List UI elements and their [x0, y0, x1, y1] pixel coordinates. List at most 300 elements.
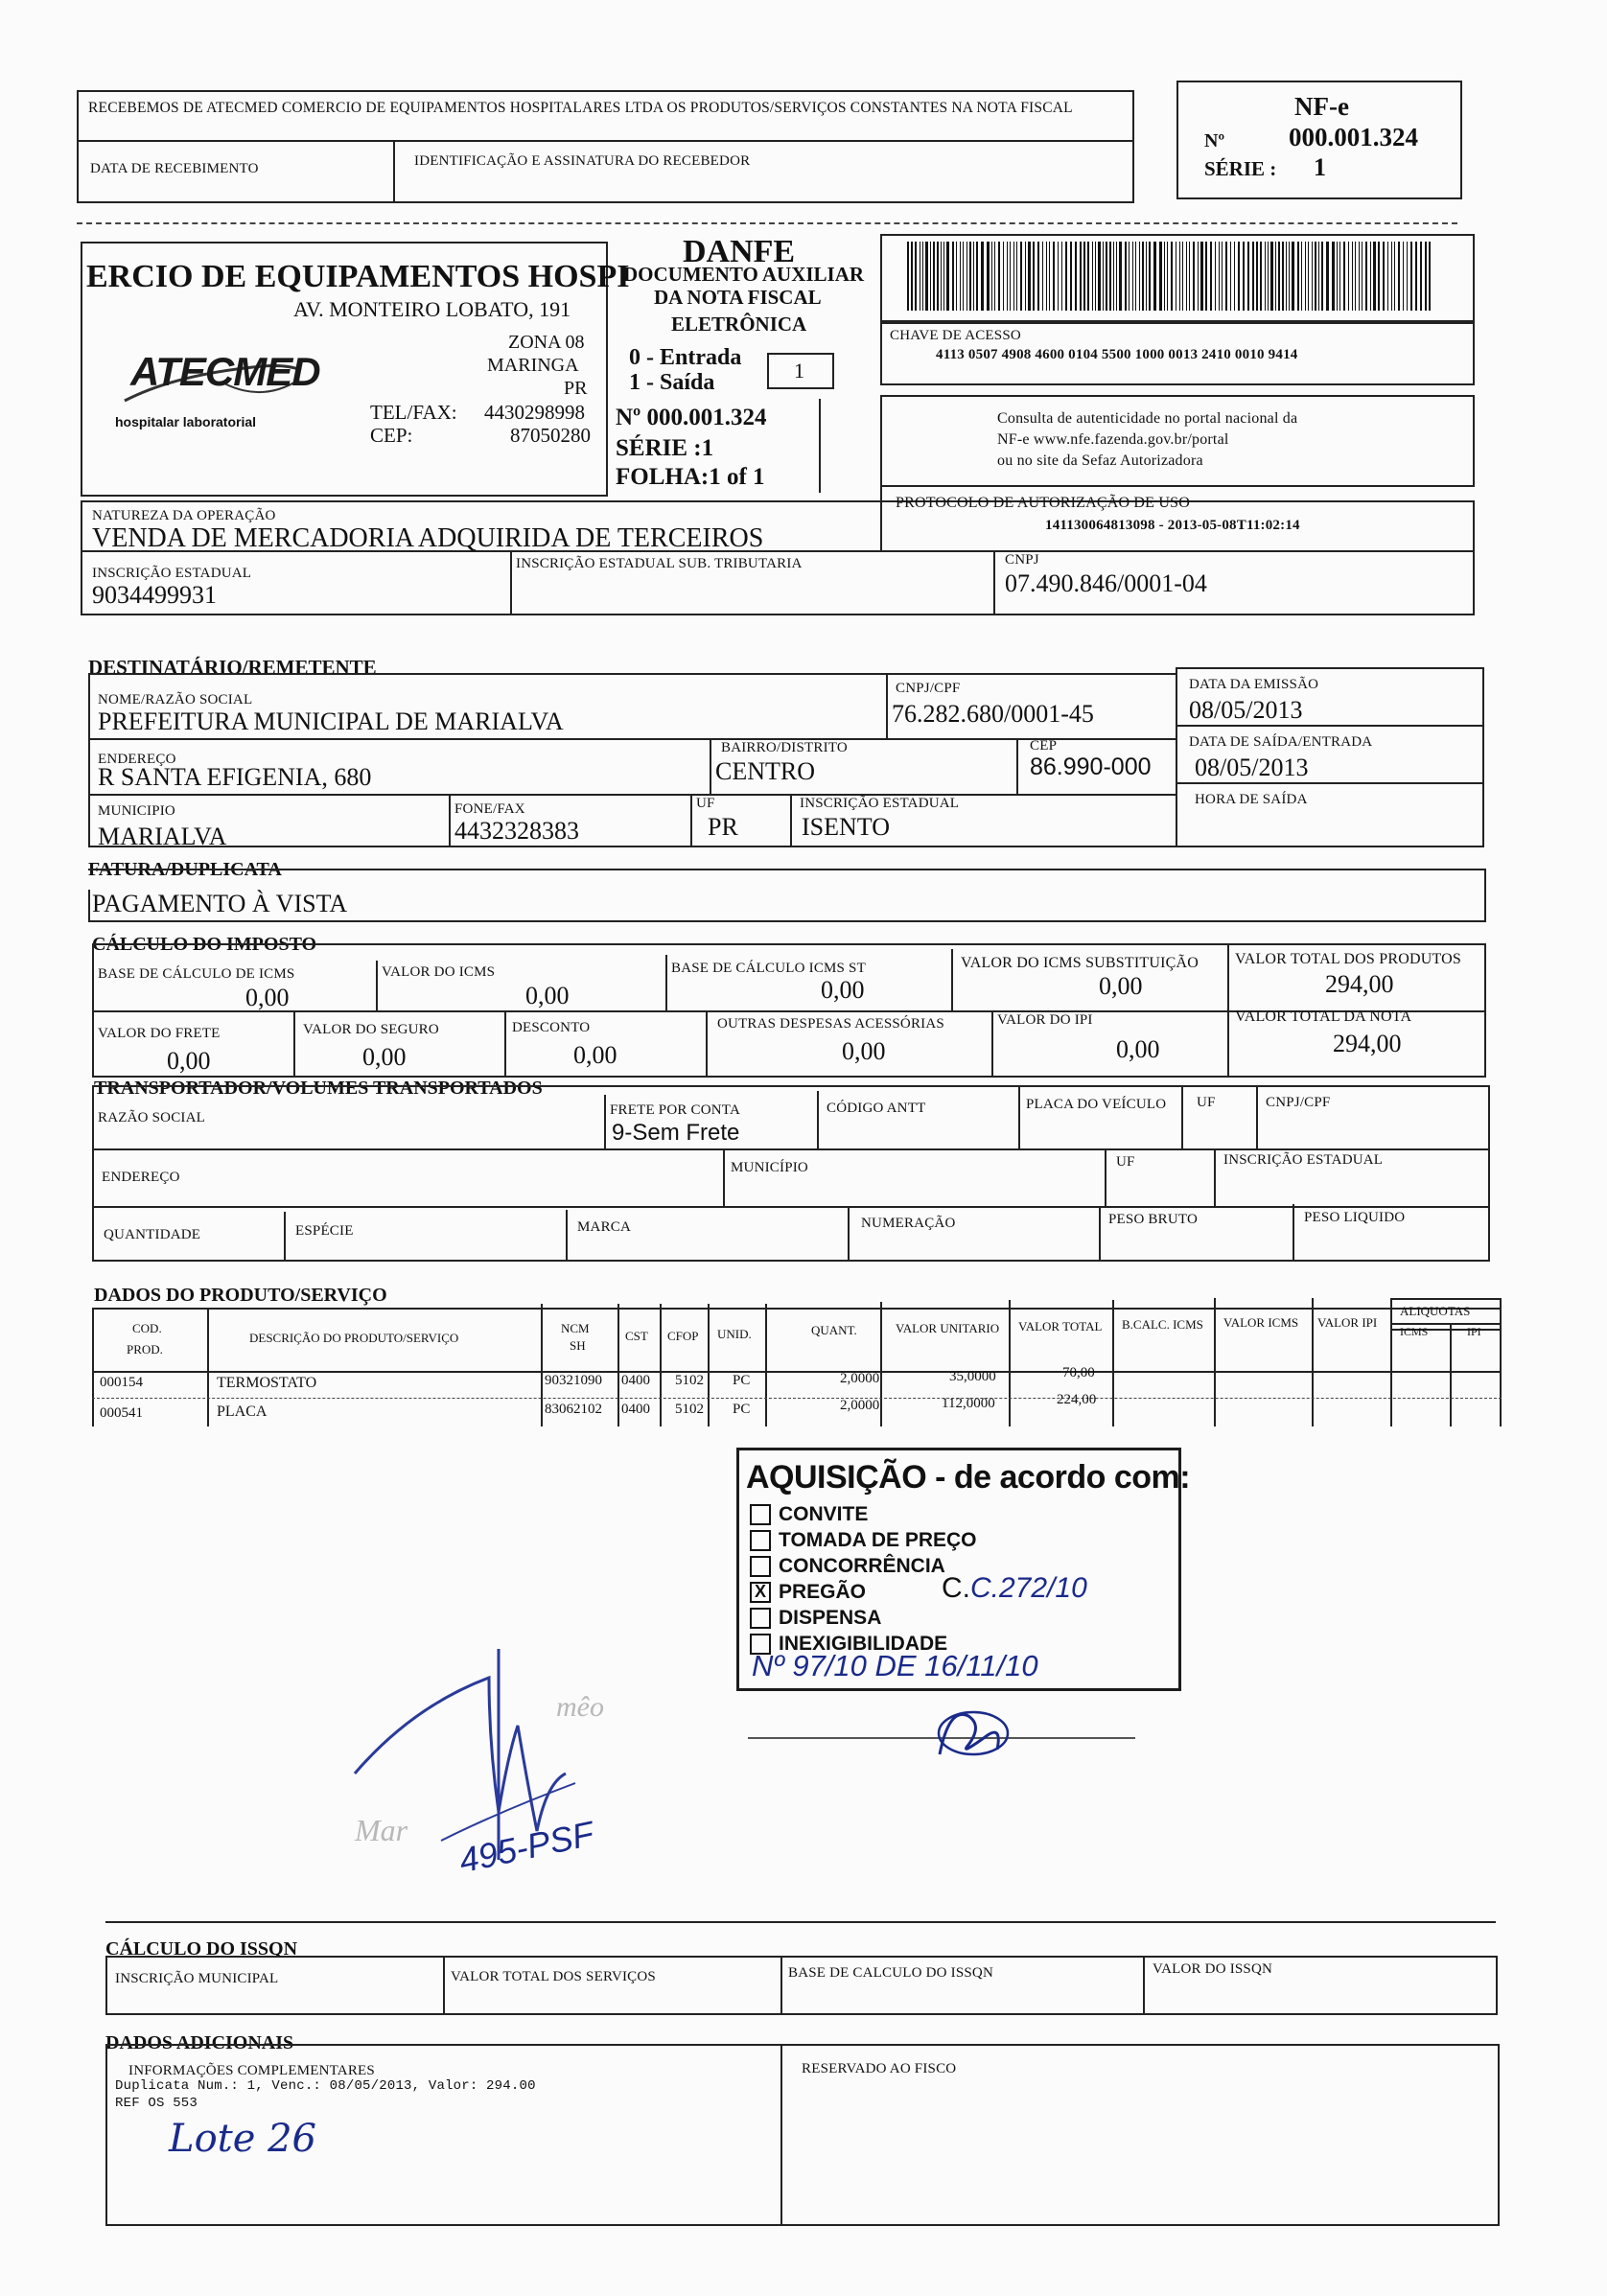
cnpj-value: 07.490.846/0001-04	[1005, 569, 1207, 597]
prod-v-aipi	[1450, 1323, 1452, 1426]
dest-emissao-label: DATA DA EMISSÃO	[1189, 677, 1319, 692]
natureza-value: VENDA DE MERCADORIA ADQUIRIDA DE TERCEIROS	[92, 523, 764, 553]
stamp-checkbox	[750, 1608, 771, 1629]
barcode-bar	[1429, 242, 1431, 311]
datas-h2	[1176, 782, 1484, 784]
chave-value: 4113 0507 4908 4600 0104 5500 1000 0013 2410 0010 9414	[936, 347, 1298, 362]
hdr-sh: SH	[570, 1338, 586, 1353]
barcode-bar	[969, 242, 971, 311]
barcode-bar	[1098, 242, 1101, 311]
stamp-option-label: INEXIGIBILIDADE	[779, 1632, 948, 1655]
dest-bairro: CENTRO	[715, 757, 815, 785]
icms-st: 0,00	[1099, 972, 1143, 1000]
produtos-section: DADOS DO PRODUTO/SERVIÇO	[94, 1285, 387, 1306]
barcode-bar	[1106, 242, 1107, 311]
imp-v7	[706, 1010, 708, 1078]
barcode-bar	[1315, 242, 1316, 311]
stamp-pregao-ref-text: C.272/10	[970, 1572, 1087, 1604]
outras-label: OUTRAS DESPESAS ACESSÓRIAS	[717, 1016, 944, 1032]
barcode-bar	[1065, 242, 1067, 311]
barcode-bar	[998, 242, 1000, 311]
emitente-cep: 87050280	[510, 424, 591, 447]
nfe-title: NF-e	[1294, 92, 1349, 121]
barcode-bar	[1359, 242, 1360, 311]
nfe-serie-label: SÉRIE :	[1204, 157, 1277, 180]
transp-municipio-label: MUNICÍPIO	[731, 1160, 808, 1175]
barcode-bar	[1278, 242, 1280, 311]
table-row-1-vtotal: 70,00	[1062, 1365, 1095, 1380]
stamp-option	[750, 1605, 977, 1631]
dest-endereco: R SANTA EFIGENIA, 680	[98, 763, 372, 791]
hdr-vunit: VALOR UNITARIO	[896, 1321, 1000, 1335]
transp-uf2-label: UF	[1116, 1154, 1135, 1170]
prod-row-sep	[92, 1398, 1502, 1399]
base-st: 0,00	[821, 976, 865, 1004]
transp-h1	[92, 1148, 1490, 1150]
atecmed-logo-text: ATECMED	[130, 349, 320, 394]
barcode-bar	[1198, 242, 1199, 311]
issqn-v1	[443, 1956, 445, 2015]
barcode-bar	[1119, 242, 1122, 311]
ipi-label: VALOR DO IPI	[997, 1012, 1093, 1028]
barcode-bar	[1149, 242, 1151, 311]
prod-v-bcalc	[1112, 1300, 1114, 1426]
canhoto-vdivider	[393, 140, 395, 203]
danfe-tipo: 1	[794, 359, 804, 383]
barcode-bar	[1247, 242, 1249, 311]
barcode-bar	[1139, 242, 1140, 311]
barcode-bar	[1373, 242, 1376, 311]
barcode-bar	[1215, 242, 1216, 311]
barcode-bar	[1305, 242, 1306, 311]
transp-v10	[566, 1210, 568, 1262]
barcode-bar	[946, 242, 949, 311]
barcode-bar	[960, 242, 961, 311]
barcode-bar	[1318, 242, 1319, 311]
info-line1: Duplicata Num.: 1, Venc.: 08/05/2013, Valor: 294.00	[115, 2078, 536, 2094]
barcode-bar	[1013, 242, 1014, 311]
transp-quantidade-label: QUANTIDADE	[104, 1227, 201, 1242]
dest-uf-label: UF	[696, 796, 715, 811]
table-row-2-unid: PC	[733, 1402, 751, 1417]
stamp-initials	[930, 1697, 1016, 1764]
barcode-bar	[1337, 242, 1338, 311]
barcode-bar	[1070, 242, 1072, 311]
prod-v-cst	[617, 1304, 619, 1426]
dest-municipio: MARIALVA	[98, 823, 227, 850]
transp-v9	[284, 1212, 286, 1262]
barcode-bar	[1142, 242, 1144, 311]
ie-value: 9034499931	[92, 581, 217, 609]
total-nota-label: VALOR TOTAL DA NOTA	[1235, 1009, 1412, 1025]
barcode-bar	[991, 242, 992, 311]
barcode-bar	[1080, 242, 1082, 311]
canhoto-data-recebimento: DATA DE RECEBIMENTO	[90, 161, 259, 176]
barcode-bar	[1410, 242, 1412, 311]
barcode-bar	[1403, 242, 1404, 311]
barcode-bar	[1189, 242, 1190, 311]
transp-razao-label: RAZÃO SOCIAL	[98, 1110, 205, 1125]
barcode-bar	[1292, 242, 1294, 311]
imposto-section: CÁLCULO DO IMPOSTO	[92, 934, 317, 955]
table-row-1-cod: 000154	[100, 1375, 143, 1390]
barcode-bar	[1129, 242, 1130, 311]
barcode-bar	[1058, 242, 1059, 311]
canhoto-divider	[77, 140, 1134, 142]
dest-cnpj-label: CNPJ/CPF	[896, 681, 961, 696]
barcode-bar	[1087, 242, 1089, 311]
transp-numeracao-label: NUMERAÇÃO	[861, 1216, 956, 1231]
valor-icms: 0,00	[525, 982, 570, 1009]
prod-v-vicms	[1214, 1298, 1216, 1426]
table-row-2-quant: 2,0000	[840, 1398, 880, 1413]
stamp-numero: Nº 97/10 DE 16/11/10	[752, 1649, 1038, 1682]
barcode-bar	[1343, 242, 1345, 311]
prod-v-ncm	[541, 1304, 543, 1426]
danfe-line3: ELETRÔNICA	[671, 313, 807, 336]
barcode-bar	[1200, 242, 1203, 311]
nfe-serie: 1	[1314, 153, 1326, 181]
svg-text:mêo: mêo	[556, 1691, 604, 1723]
barcode-bar	[1007, 242, 1008, 311]
barcode-bar	[1116, 242, 1117, 311]
barcode-bar	[943, 242, 944, 311]
barcode-bar	[1146, 242, 1147, 311]
barcode-bar	[1046, 242, 1047, 311]
fatura-section: FATURA/DUPLICATA	[88, 859, 282, 880]
hdr-vicms: VALOR ICMS	[1223, 1315, 1299, 1330]
frete-label: VALOR DO FRETE	[98, 1026, 221, 1041]
imp-v5	[293, 1010, 295, 1078]
table-row-1-vunit: 35,0000	[949, 1369, 996, 1384]
hdr-prod: PROD.	[127, 1342, 163, 1357]
barcode-bar	[1164, 242, 1165, 311]
barcode-bar	[1352, 242, 1353, 311]
danfe-entrada: 0 - Entrada	[629, 345, 742, 370]
barcode-bar	[1238, 242, 1240, 311]
barcode-bar	[1020, 242, 1022, 311]
transp-peso-bruto-label: PESO BRUTO	[1108, 1212, 1198, 1227]
consulta-line3: ou no site da Sefaz Autorizadora	[997, 452, 1203, 469]
nfe-numero: 000.001.324	[1289, 123, 1418, 151]
barcode-bar	[1383, 242, 1385, 311]
natureza-vdiv	[880, 485, 882, 550]
hdr-aipi: IPI	[1467, 1325, 1481, 1338]
stamp-option	[750, 1501, 977, 1527]
atecmed-logo-sub: hospitalar laboratorial	[115, 414, 257, 429]
barcode-bar	[1135, 242, 1136, 311]
barcode-bar	[1167, 242, 1168, 311]
hdr-unid: UNID.	[717, 1327, 752, 1341]
canhoto-identificacao: IDENTIFICAÇÃO E ASSINATURA DO RECEBEDOR	[414, 153, 751, 169]
stamp-option-label: CONCORRÊNCIA	[779, 1554, 945, 1577]
barcode-bar	[1225, 242, 1227, 311]
issqn-servicos-label: VALOR TOTAL DOS SERVIÇOS	[451, 1969, 656, 1984]
total-prod: 294,00	[1325, 970, 1394, 998]
table-row-1-cfop: 5102	[675, 1373, 704, 1388]
barcode-bar	[933, 242, 935, 311]
hdr-bcalc: B.CALC. ICMS	[1122, 1317, 1203, 1332]
barcode-bar	[1321, 242, 1323, 311]
barcode-bar	[1398, 242, 1400, 311]
barcode-bar	[1042, 242, 1043, 311]
transp-v6	[723, 1148, 725, 1206]
barcode-bar	[1387, 242, 1388, 311]
adicionais-vdiv	[780, 2044, 782, 2226]
barcode-bar	[1037, 242, 1039, 311]
transp-marca-label: MARCA	[577, 1219, 632, 1235]
barcode-bar	[1103, 242, 1104, 311]
total-nota: 294,00	[1333, 1030, 1402, 1057]
transp-h2	[92, 1206, 1490, 1208]
table-row-1-quant: 2,0000	[840, 1371, 880, 1386]
imp-v1	[376, 961, 378, 1010]
barcode-bar	[1289, 242, 1290, 311]
barcode-bar	[973, 242, 974, 311]
dest-ie-label: INSCRIÇÃO ESTADUAL	[800, 796, 960, 811]
barcode-bar	[1010, 242, 1011, 311]
barcode-bar	[1268, 242, 1269, 311]
transp-peso-liquido-label: PESO LIQUIDO	[1304, 1210, 1406, 1225]
barcode-bar	[1061, 242, 1062, 311]
info-complementares-label: INFORMAÇÕES COMPLEMENTARES	[128, 2063, 375, 2078]
hdr-aliquotas: ALIQUOTAS	[1400, 1304, 1471, 1318]
consulta-line2: NF-e www.nfe.fazenda.gov.br/portal	[997, 431, 1229, 448]
barcode-bar	[1243, 242, 1245, 311]
cnpj-label: CNPJ	[1005, 552, 1039, 568]
barcode-bar	[987, 242, 990, 311]
barcode-bar	[922, 242, 923, 311]
base-st-label: BASE DE CÁLCULO ICMS ST	[671, 961, 866, 976]
barcode-bar	[1297, 242, 1299, 311]
emitente-uf: PR	[564, 378, 588, 399]
prod-v-cfop	[660, 1304, 662, 1426]
danfe-serie: SÉRIE :1	[616, 435, 714, 461]
barcode-bar	[1308, 242, 1309, 311]
barcode-bar	[1153, 242, 1156, 311]
barcode-bar	[907, 242, 909, 311]
barcode-bar	[1394, 242, 1395, 311]
barcode-bar	[1348, 242, 1349, 311]
stamp-pregao-ref: C.C.272/10	[942, 1572, 1087, 1604]
dest-cep-label: CEP	[1030, 738, 1058, 754]
barcode-bar	[1113, 242, 1114, 311]
barcode-bar	[1326, 242, 1329, 311]
transp-especie-label: ESPÉCIE	[295, 1223, 354, 1239]
handwritten-note-psf: 495-PSF	[455, 1813, 597, 1881]
outras: 0,00	[842, 1037, 886, 1065]
imp-v4	[1227, 943, 1229, 1078]
barcode-bar	[1301, 242, 1302, 311]
svg-text:Mar: Mar	[355, 1813, 408, 1847]
barcode-bar	[915, 242, 917, 311]
barcode-bar	[1219, 242, 1220, 311]
table-row-1-cst: 0400	[621, 1373, 650, 1388]
stamp-title: AQUISIÇÃO - de acordo com:	[746, 1459, 1191, 1496]
dest-nome: PREFEITURA MUNICIPAL DE MARIALVA	[98, 707, 564, 735]
stamp-option-label: CONVITE	[779, 1502, 869, 1525]
barcode-bar	[1132, 242, 1133, 311]
barcode-bar	[1420, 242, 1422, 311]
stamp-option-label: DISPENSA	[779, 1606, 882, 1629]
hdr-cfop: CFOP	[667, 1329, 699, 1343]
barcode-bar	[1230, 242, 1231, 311]
transp-endereco-label: ENDEREÇO	[102, 1170, 180, 1185]
transportador-section: TRANSPORTADOR/VOLUMES TRANSPORTADOS	[94, 1078, 543, 1099]
cut-line	[77, 222, 1457, 224]
barcode-bar	[1053, 242, 1055, 311]
transp-frete-label: FRETE POR CONTA	[610, 1102, 740, 1118]
barcode-bar	[1049, 242, 1050, 311]
barcode-bar	[1270, 242, 1273, 311]
dest-hora-label: HORA DE SAÍDA	[1195, 792, 1308, 807]
barcode-bar	[1159, 242, 1162, 311]
transp-antt-label: CÓDIGO ANTT	[827, 1101, 926, 1116]
hdr-vipi: VALOR IPI	[1317, 1315, 1378, 1330]
dest-cep: 86.990-000	[1030, 754, 1152, 780]
base-icms-label: BASE DE CÁLCULO DE ICMS	[98, 966, 295, 982]
barcode-bar	[956, 242, 957, 311]
barcode-bar	[1286, 242, 1287, 311]
dest-v1	[886, 673, 888, 738]
stamp-checkbox: X	[750, 1582, 771, 1603]
stamp-checkbox	[750, 1556, 771, 1577]
barcode-bar	[1275, 242, 1276, 311]
ie-label: INSCRIÇÃO ESTADUAL	[92, 566, 252, 581]
barcode-bar	[930, 242, 931, 311]
adicionais-section: DADOS ADICIONAIS	[105, 2032, 294, 2053]
barcode-bar	[1260, 242, 1262, 311]
dest-nome-label: NOME/RAZÃO SOCIAL	[98, 692, 253, 707]
dest-v5	[690, 794, 692, 847]
barcode-bar	[1234, 242, 1235, 311]
hdr-descricao: DESCRIÇÃO DO PRODUTO/SERVIÇO	[249, 1331, 459, 1345]
barcode-bar	[1370, 242, 1371, 311]
barcode-bar	[1312, 242, 1313, 311]
barcode-bar	[1205, 242, 1207, 311]
dest-ie: ISENTO	[802, 813, 890, 841]
barcode-bar	[1075, 242, 1077, 311]
emitente-cidade: MARINGA	[487, 355, 579, 376]
transp-cnpj-label: CNPJ/CPF	[1266, 1095, 1331, 1110]
destinatario-section: DESTINATÁRIO/REMETENTE	[88, 656, 377, 679]
danfe-folha: FOLHA:1 of 1	[616, 464, 765, 490]
emitente-telfax-label: TEL/FAX:	[370, 401, 457, 424]
prod-v-unid	[708, 1304, 710, 1426]
info-line2: REF OS 553	[115, 2096, 198, 2111]
prod-v-quant	[765, 1304, 767, 1426]
datas-h1	[1176, 725, 1484, 727]
barcode-bar	[1365, 242, 1367, 311]
seguro: 0,00	[362, 1043, 407, 1071]
transp-v2	[817, 1091, 819, 1148]
dest-v3	[1016, 738, 1018, 794]
prod-v-vunit	[880, 1302, 882, 1426]
barcode-bar	[1182, 242, 1183, 311]
barcode-bar	[941, 242, 942, 311]
transp-placa-label: PLACA DO VEÍCULO	[1026, 1097, 1167, 1112]
dest-emissao: 08/05/2013	[1189, 696, 1303, 724]
dest-cnpj: 76.282.680/0001-45	[892, 700, 1094, 728]
barcode-bar	[952, 242, 954, 311]
barcode-bar	[1186, 242, 1187, 311]
stamp-option	[750, 1527, 977, 1553]
base-icms: 0,00	[245, 984, 290, 1011]
barcode-bar	[911, 242, 913, 311]
dest-uf: PR	[708, 813, 738, 841]
transp-v5	[1256, 1087, 1258, 1148]
natureza-label: NATUREZA DA OPERAÇÃO	[92, 508, 276, 523]
hdr-aicms: ICMS	[1400, 1325, 1429, 1338]
stamp-option-label: PREGÃO	[779, 1580, 867, 1603]
frete: 0,00	[167, 1047, 211, 1075]
ipi: 0,00	[1116, 1035, 1160, 1063]
imp-v3	[951, 949, 953, 1010]
dest-h2	[88, 794, 1177, 796]
table-row-2-cst: 0400	[621, 1402, 650, 1417]
transp-v12	[1099, 1206, 1101, 1262]
prod-v-vtotal	[1009, 1300, 1011, 1426]
protocolo-label: PROTOCOLO DE AUTORIZAÇÃO DE USO	[896, 495, 1190, 511]
transp-v1	[604, 1095, 606, 1148]
seguro-label: VALOR DO SEGURO	[303, 1022, 439, 1037]
emitente-razao: ERCIO DE EQUIPAMENTOS HOSPI	[86, 259, 630, 294]
emitente-endereco: AV. MONTEIRO LOBATO, 191	[293, 297, 571, 321]
desconto: 0,00	[573, 1041, 617, 1069]
issqn-valor-label: VALOR DO ISSQN	[1153, 1961, 1273, 1977]
issqn-v2	[780, 1956, 782, 2015]
barcode-bar	[994, 242, 995, 311]
hdr-cod: COD.	[132, 1321, 162, 1335]
danfe-line2: DA NOTA FISCAL	[654, 286, 822, 309]
table-row-2-ncm: 83062102	[545, 1402, 602, 1417]
barcode-bar	[1095, 242, 1096, 311]
dest-municipio-label: MUNICIPIO	[98, 803, 175, 819]
barcode-bar	[1265, 242, 1266, 311]
barcode-bar	[981, 242, 984, 311]
table-row-2-desc: PLACA	[217, 1403, 268, 1420]
fatura-value: PAGAMENTO À VISTA	[92, 890, 348, 917]
transp-ie-label: INSCRIÇÃO ESTADUAL	[1223, 1152, 1384, 1168]
barcode-bar	[1003, 242, 1004, 311]
stamp-option-label: TOMADA DE PREÇO	[779, 1528, 977, 1551]
dest-endereco-label: ENDEREÇO	[98, 752, 176, 767]
barcode-bar	[976, 242, 978, 311]
table-row-2-vtotal: 224,00	[1057, 1392, 1097, 1407]
table-row-2-cfop: 5102	[675, 1402, 704, 1417]
barcode-bar	[1355, 242, 1356, 311]
transp-v11	[848, 1208, 850, 1262]
dest-v2	[710, 738, 711, 794]
danfe-saida: 1 - Saída	[629, 370, 715, 395]
barcode-bar	[1252, 242, 1254, 311]
hdr-ncm: NCM	[561, 1321, 590, 1335]
imp-v2	[665, 955, 667, 1010]
issqn-inscricao-label: INSCRIÇÃO MUNICIPAL	[115, 1971, 279, 1986]
barcode-bar	[1025, 242, 1026, 311]
canhoto-recebemos: RECEBEMOS DE ATECMED COMERCIO DE EQUIPAMENTOS HOSPITALARES LTDA OS PRODUTOS/SERVIÇOS CONSTANTES NA NOTA FISCAL	[88, 100, 1073, 116]
prod-v-cod	[207, 1308, 209, 1426]
barcode-bar	[1378, 242, 1380, 311]
desconto-label: DESCONTO	[512, 1020, 591, 1035]
cnpj-vdiv	[993, 550, 995, 615]
barcode-bar	[1179, 242, 1180, 311]
issqn-base-label: BASE DE CALCULO DO ISSQN	[788, 1965, 993, 1981]
transp-uf-label: UF	[1197, 1095, 1216, 1110]
issqn-section: CÁLCULO DO ISSQN	[105, 1938, 298, 1960]
protocolo-value: 141130064813098 - 2013-05-08T11:02:14	[1045, 518, 1300, 533]
barcode-bar	[1109, 242, 1111, 311]
